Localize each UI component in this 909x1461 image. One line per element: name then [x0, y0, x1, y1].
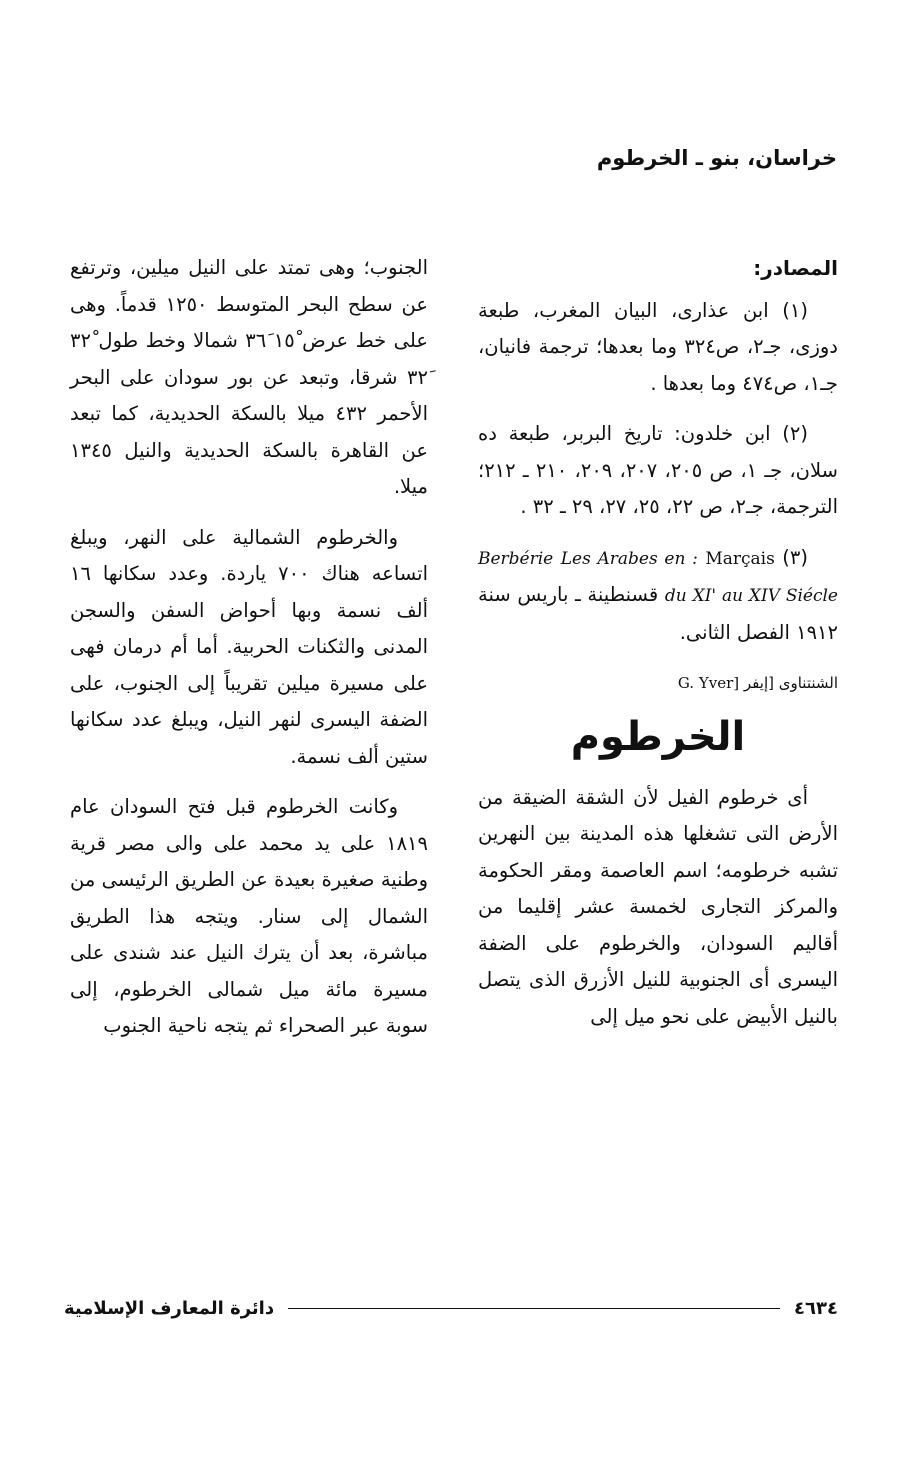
article-paragraph: أى خرطوم الفيل لأن الشقة الضيقة من الأرض التى تشغلها هذه المدينة بين النهرين تشبه خرطومه؛ اسم العاصمة ومقر الحكومة والمركز التجارى لخمسة عشر إقليما من أقاليم السودان، والخرطوم على الضفة اليسرى أى الجنوبية للنيل الأزرق الذى يتصل بالنيل الأبيض على نحو ميل إلى [478, 785, 838, 1028]
running-head: خراسان، بنو ـ الخرطوم [596, 146, 837, 170]
footer-rule [288, 1308, 780, 1309]
sources-heading: المصادر: [753, 256, 838, 280]
reference-3-title-part1: Les Arabes en : [560, 548, 698, 569]
reference-2: (٢) ابن خلدون: تاريخ البربر، طبعة ده سلان، جـ ١، ص ٢٠٥، ٢٠٧، ٢٠٩، ٢١٠ ـ ٢١٢؛ الترجمة، جـ٢، ص ٢٢، ٢٥، ٢٧، ٢٩ ـ ٣٢ . [478, 422, 838, 518]
reference-1: (١) ابن عذارى، البيان المغرب، طبعة دوزى، جـ٢، ص٣٢٤ وما بعدها؛ ترجمة فانيان، جـ١، ص٤٧٤ وما بعدها . [478, 298, 838, 395]
article-title: الخرطوم [570, 713, 746, 760]
reference-3-title-part2: Berbérie du XI' au XIV Siécle [478, 548, 838, 606]
paragraph-3: وكانت الخرطوم قبل فتح السودان عام ١٨١٩ على يد محمد على والى مصر قرية وطنية صغيرة بعيدة عن الطريق الرئيسى من الشمال إلى سنار. ويتجه هذا الطريق مباشرة، بعد أن يترك النيل عند شندى على مسيرة مائة ميل شمالى الخرطوم، إلى سوبة عبر الصحراء ثم يتجه ناحية الجنوب [70, 795, 428, 1037]
reference-3 [478, 540, 838, 652]
page-footer [64, 1293, 838, 1323]
reference-3-number: (٣) [782, 545, 808, 569]
author-signature [478, 665, 838, 702]
page-number: ٤٦٣٤ [794, 1297, 838, 1319]
signature-arabic: الشنتناوى [إيفر [743, 674, 838, 692]
reference-3-author: Marçais [705, 548, 775, 569]
right-column [478, 250, 838, 1049]
journal-name: دائرة المعارف الإسلامية [64, 1297, 275, 1319]
signature-latin: G. Yver] [677, 674, 740, 692]
left-column [70, 250, 428, 1059]
reference-3-place-date: قسنطينة ـ باريس سنة ١٩١٢ الفصل الثانى. [478, 583, 838, 644]
paragraph-1: الجنوب؛ وهى تمتد على النيل ميلين، وترتفع عن سطح البحر المتوسط ١٢٥٠ قدماً. وهى على خط عرض ١٥ْ ٣٦َ شمالا وخط طول ٣٢ْ ٣٢َ شرقا، وتبعد عن بور سودان على البحر الأحمر ٤٣٢ ميلا بالسكة الحديدية، كما تبعد عن القاهرة بالسكة الحديدية والنيل ١٣٤٥ ميلا. [70, 256, 429, 498]
paragraph-2: والخرطوم الشمالية على النهر، ويبلغ اتساعه هناك ٧٠٠ ياردة. وعدد سكانها ١٦ ألف نسمة وبها أحواض السفن والسجن المدنى والثكنات الحربية. أما أم درمان فهى على مسيرة ميلين تقريباً إلى الجنوب، على الضفة اليسرى لنهر النيل، ويبلغ عدد سكانها ستين ألف نسمة. [70, 525, 428, 768]
